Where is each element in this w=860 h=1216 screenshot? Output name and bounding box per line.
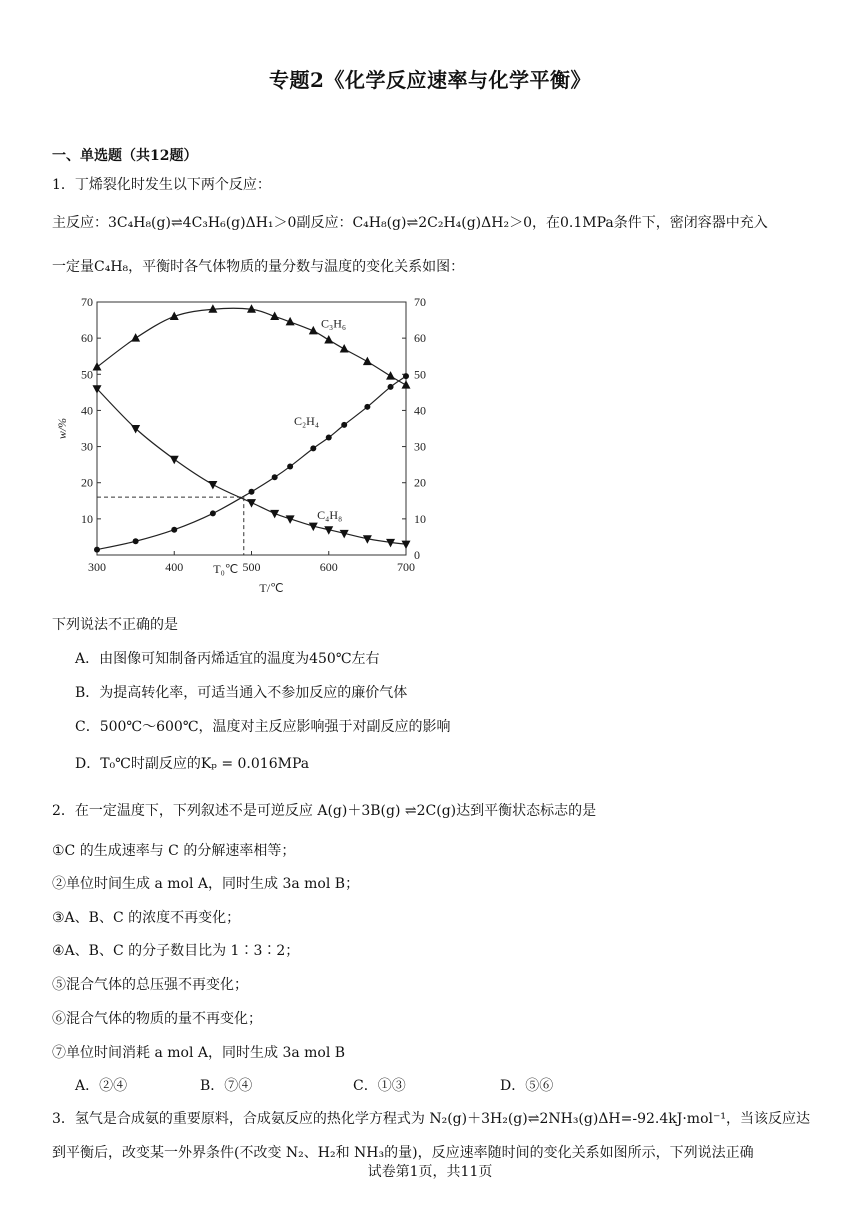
q2-item-1: ①C 的生成速率与 C 的分解速率相等； [52, 843, 296, 859]
data-point [170, 456, 179, 465]
y-tick-label-right: 70 [414, 295, 426, 309]
q2-item-4: ④A、B、C 的分子数目比为 1∶3∶2； [52, 943, 300, 959]
data-point [208, 481, 217, 490]
q1-option-a[interactable]: A．由图像可知制备丙烯适宜的温度为450℃左右 [75, 651, 380, 667]
series-line [97, 376, 406, 549]
y-tick-label-right: 30 [414, 439, 426, 454]
y-tick-label-right: 50 [414, 367, 426, 382]
x-tick-label: 600 [319, 560, 338, 574]
data-point [326, 435, 332, 441]
x-axis-label: T/℃ [259, 581, 284, 595]
q1-question: 下列说法不正确的是 [52, 617, 178, 633]
q1-option-d[interactable]: D．T₀℃时副反应的Kₚ = 0.016MPa [75, 756, 310, 772]
q2-item-2: ②单位时间生成 a mol A，同时生成 3a mol B； [52, 876, 360, 892]
q1-condition-line: 一定量C₄H₈，平衡时各气体物质的量分数与温度的变化关系如图： [52, 259, 465, 275]
q2-option-a[interactable]: A．②④ [75, 1078, 128, 1094]
y-tick-label-left: 50 [81, 367, 93, 382]
y-tick-label-right: 60 [414, 331, 426, 346]
x-tick-label: 500 [242, 560, 261, 574]
y-tick-label-right: 10 [414, 511, 426, 526]
q2-item-7: ⑦单位时间消耗 a mol A，同时生成 3a mol B [52, 1045, 346, 1061]
section-heading: 一、单选题（共12题） [52, 148, 198, 164]
x-tick-label: 400 [165, 560, 184, 574]
x-tick-label: 300 [88, 560, 106, 574]
q1-option-b[interactable]: B．为提高转化率，可适当通入不参加反应的廉价气体 [75, 685, 408, 701]
q1-option-c[interactable]: C．500℃～600℃，温度对主反应影响强于对副反应的影响 [75, 719, 451, 735]
data-point [131, 333, 140, 342]
q2-stem: 2．在一定温度下，下列叙述不是可逆反应 A(g)＋3B(g) ⇌2C(g)达到平衡状态标志的是 [52, 803, 597, 819]
data-point [363, 357, 372, 366]
q1-reaction-line: 主反应：3C₄H₈(g)⇌4C₃H₆(g)ΔH₁＞0副反应：C₄H₈(g)⇌2C₂H₄(g)ΔH₂＞0，在0.1MPa条件下，密闭容器中充入 [52, 215, 768, 231]
data-point [249, 489, 255, 495]
data-point [94, 547, 100, 553]
data-point [93, 362, 102, 371]
series-line [97, 389, 406, 544]
data-point [310, 445, 316, 451]
q3-line-2: 到平衡后，改变某一外界条件(不改变 N₂、H₂和 NH₃的量)，反应速率随时间的变化关系如图所示，下列说法正确 [52, 1145, 754, 1161]
y-tick-label-right: 20 [414, 475, 426, 490]
y-tick-label-right: 0 [414, 548, 420, 562]
series-label: C₄H₈ [317, 507, 343, 522]
y-tick-label-left: 70 [81, 295, 93, 309]
data-point [324, 335, 333, 344]
equilibrium-chart [55, 290, 450, 600]
y-tick-label-left: 60 [81, 331, 93, 346]
q2-option-c[interactable]: C．①③ [353, 1078, 406, 1094]
series-line [97, 308, 406, 385]
q2-item-5: ⑤混合气体的总压强不再变化； [52, 977, 248, 993]
q1-stem: 1．丁烯裂化时发生以下两个反应： [52, 177, 271, 193]
data-point [131, 425, 140, 434]
data-point [388, 384, 394, 390]
plot-frame [97, 302, 406, 555]
t0-label: T₀℃ [213, 562, 239, 576]
data-point [210, 510, 216, 516]
data-point [133, 538, 139, 544]
data-point [340, 344, 349, 353]
data-point [171, 527, 177, 533]
series-label: C₂H₄ [293, 413, 320, 428]
page-footer: 试卷第1页，共11页 [367, 1164, 493, 1180]
y-tick-label-left: 20 [81, 475, 93, 490]
q3-line-1: 3．氢气是合成氨的重要原料，合成氨反应的热化学方程式为 N₂(g)＋3H₂(g)⇌2NH₃(g)ΔH=-92.4kJ·mol⁻¹，当该反应达 [52, 1111, 810, 1127]
x-tick-label: 700 [397, 560, 415, 574]
data-point [364, 404, 370, 410]
y-tick-label-right: 40 [414, 403, 426, 418]
data-point [272, 474, 278, 480]
data-point [386, 371, 395, 380]
y-tick-label-left: 10 [81, 511, 93, 526]
y-axis-label: w/% [55, 417, 69, 440]
y-tick-label-left: 30 [81, 439, 93, 454]
page-title: 专题2《化学反应速率与化学平衡》 [269, 68, 591, 92]
data-point [247, 499, 256, 508]
data-point [287, 463, 293, 469]
q2-item-3: ③A、B、C 的浓度不再变化； [52, 910, 241, 926]
series-label: C₃H₆ [321, 316, 347, 331]
y-tick-label-left: 40 [81, 403, 93, 418]
q2-item-6: ⑥混合气体的物质的量不再变化； [52, 1011, 262, 1027]
data-point [402, 380, 411, 389]
q2-option-b[interactable]: B．⑦④ [200, 1078, 253, 1094]
q2-option-d[interactable]: D．⑤⑥ [500, 1078, 554, 1094]
data-point [341, 422, 347, 428]
data-point [402, 541, 411, 549]
data-point [403, 373, 409, 379]
